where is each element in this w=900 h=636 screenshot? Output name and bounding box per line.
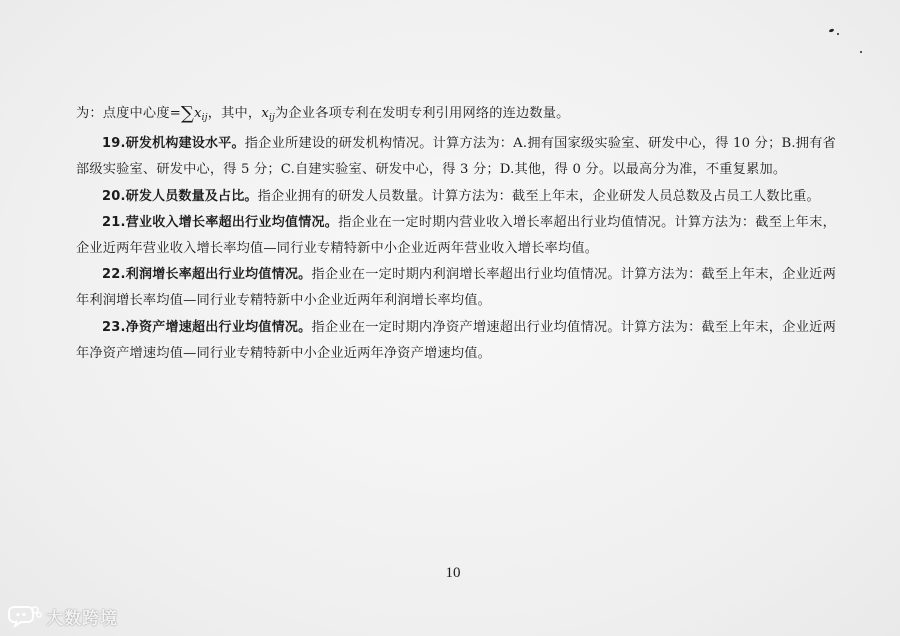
formula-prefix: 为：点度中心度= (76, 106, 181, 121)
item-heading: 20.研发人员数量及占比。 (102, 188, 258, 204)
item-21 (76, 210, 836, 262)
item-heading: 23.净资产增速超出行业均值情况。 (102, 319, 312, 335)
item-23 (76, 315, 836, 367)
formula-line (76, 101, 836, 131)
item-text: 指企业在一定时期内净资产增速超出行业均值情况。计算方法为：截至上年末，企业近两年净资产增速均值—同行业专精特新中小企业近两年净资产增速均值。 (76, 319, 837, 361)
formula-suffix: 为企业各项专利在发明专利引用网络的连边数量。 (275, 106, 570, 121)
formula-middle: ，其中， (207, 106, 262, 121)
document-body (76, 101, 836, 367)
item-22 (76, 262, 836, 314)
item-19 (76, 131, 836, 183)
scan-speck (829, 28, 835, 33)
scan-speck (860, 51, 862, 53)
formula-subscript: ij (201, 113, 208, 123)
watermark-text: 大数跨境 (46, 608, 118, 629)
watermark (8, 603, 118, 629)
item-heading: 22.利润增长率超出行业均值情况。 (102, 267, 312, 283)
item-text: 指企业拥有的研发人员数量。计算方法为：截至上年末，企业研发人员总数及占员工人数比重。 (257, 188, 820, 204)
item-text: 指企业在一定时期内营业收入增长率超出行业均值情况。计算方法为：截至上年末，企业近两年营业收入增长率均值—同行业专精特新中小企业近两年营业收入增长率均值。 (76, 214, 836, 257)
formula-variable: x (261, 106, 269, 121)
sum-symbol: ∑ (180, 103, 195, 124)
item-20 (76, 184, 836, 210)
speech-bubble-logo-icon (8, 604, 42, 628)
formula-subscript: ij (268, 113, 276, 123)
page-number: 10 (445, 565, 461, 581)
formula-variable: x (194, 106, 202, 121)
item-text: 指企业所建设的研发机构情况。计算方法为：A.拥有国家级实验室、研发中心，得 10 分；B.拥有省部级实验室、研发中心，得 5 分；C.自建实验室、研发中心，得 3 分；D.其他，得 0 分。以最高分为准，不重复累加。 (76, 136, 837, 178)
item-heading: 19.研发机构建设水平。 (102, 136, 245, 152)
item-text: 指企业在一定时期内利润增长率超出行业均值情况。计算方法为：截至上年末，企业近两年利润增长率均值—同行业专精特新中小企业近两年利润增长率均值。 (76, 267, 837, 309)
scan-speck (837, 33, 839, 35)
item-heading: 21.营业收入增长率超出行业均值情况。 (102, 214, 339, 230)
